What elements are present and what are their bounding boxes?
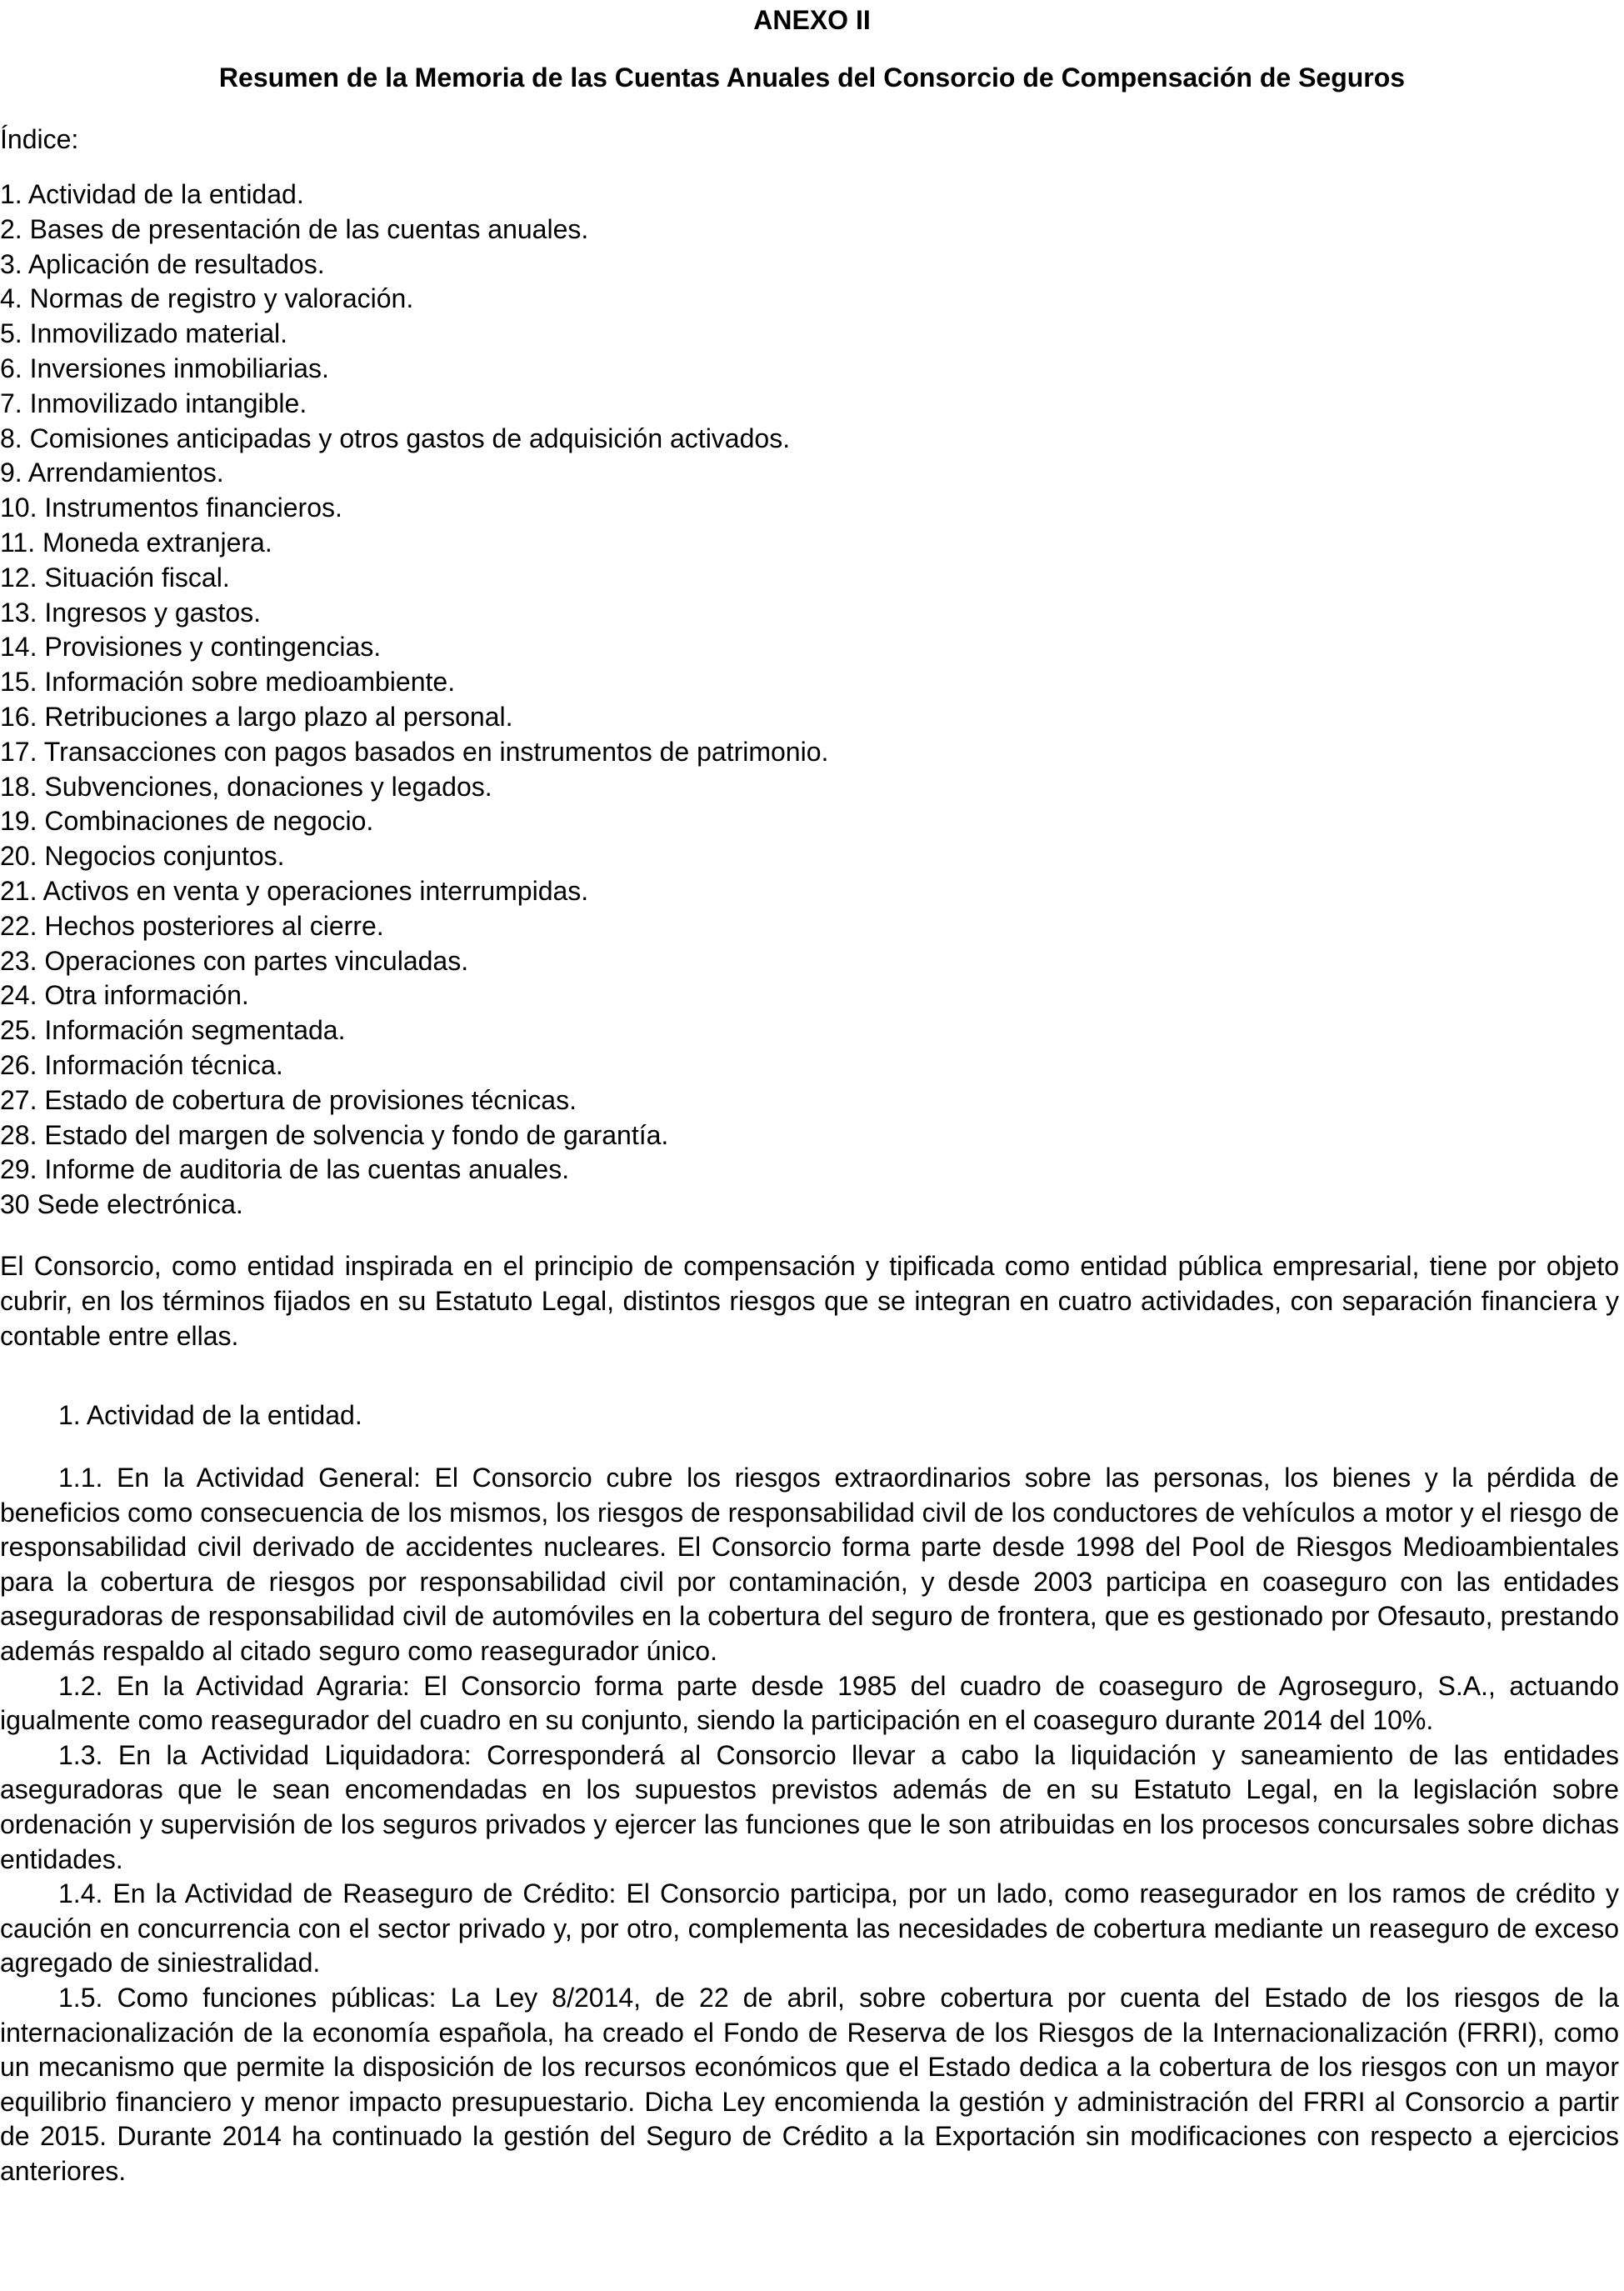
toc-item: 18. Subvenciones, donaciones y legados.	[0, 771, 492, 802]
toc-item: 27. Estado de cobertura de provisiones técnicas.	[0, 1084, 577, 1115]
intro-paragraph: El Consorcio, como entidad inspirada en el principio de compensación y tipificada como entidad pública empresarial, tiene por objeto cubrir, en los términos fijados en su Estatuto Legal, distintos riesgos que se integran en cuatro actividades, con separación financiera y contable entre ellas.	[0, 1251, 1619, 1351]
toc-item: 23. Operaciones con partes vinculadas.	[0, 945, 469, 976]
toc-item: 12. Situación fiscal.	[0, 562, 230, 593]
toc-item: 2. Bases de presentación de las cuentas anuales.	[0, 213, 589, 244]
toc-item: 8. Comisiones anticipadas y otros gastos de adquisición activados.	[0, 423, 791, 453]
toc-item: 15. Información sobre medioambiente.	[0, 667, 456, 698]
toc-item: 11. Moneda extranjera.	[0, 527, 272, 558]
document-title: Resumen de la Memoria de las Cuentas Anuales del Consorcio de Compensación de Seguros	[218, 63, 1406, 93]
body-paragraph: 1.4. En la Actividad de Reaseguro de Crédito: El Consorcio participa, por un lado, como reasegurador en los ramos de crédito y caución en concurrencia con el sector privado y, por otro, complementa las necesidades de cobertura mediante un reaseguro de exceso agregado de siniestralidad.	[0, 1878, 1619, 1978]
toc-item: 4. Normas de registro y valoración.	[0, 283, 414, 314]
toc-item: 26. Información técnica.	[0, 1049, 283, 1080]
toc-item: 30 Sede electrónica.	[0, 1189, 243, 1220]
toc-item: 3. Aplicación de resultados.	[0, 248, 325, 279]
toc-item: 24. Otra información.	[0, 980, 249, 1011]
toc-item: 14. Provisiones y contingencias.	[0, 632, 382, 663]
annex-label	[0, 2, 1624, 38]
toc-item: 13. Ingresos y gastos.	[0, 597, 262, 628]
toc-item: 25. Información segmentada.	[0, 1015, 346, 1046]
section-body	[0, 1461, 1619, 2188]
section-heading: 1. Actividad de la entidad.	[58, 1400, 362, 1430]
toc-item: 5. Inmovilizado material.	[0, 318, 288, 349]
body-paragraph: 1.2. En la Actividad Agraria: El Consorcio forma parte desde 1985 del cuadro de coaseguro de Agroseguro, S.A., actuando igualmente como reasegurador del cuadro en su conjunto, siendo la participación en el coaseguro durante 2014 del 10%.	[0, 1670, 1619, 1736]
toc-item: 10. Instrumentos financieros.	[0, 493, 342, 523]
toc-item: 16. Retribuciones a largo plazo al personal.	[0, 701, 513, 732]
toc-item: 9. Arrendamientos.	[0, 458, 224, 488]
annex-label-text: ANEXO II	[753, 5, 871, 35]
toc-item: 6. Inversiones inmobiliarias.	[0, 353, 329, 383]
body-paragraph: 1.3. En la Actividad Liquidadora: Corresponderá al Consorcio llevar a cabo la liquidación y saneamiento de las entidades aseguradoras que le sean encomendadas en los supuestos previstos además de en su Estatuto Legal, en la legislación sobre ordenación y supervisión de los seguros privados y ejercer las funciones que le son atribuidas en los procesos concursales sobre dichas entidades.	[0, 1739, 1619, 1874]
toc-item: 1. Actividad de la entidad.	[0, 179, 304, 209]
toc-item: 20. Negocios conjuntos.	[0, 841, 285, 872]
body-paragraph: 1.5. Como funciones públicas: La Ley 8/2014, de 22 de abril, sobre cobertura por cuenta del Estado de los riesgos de la internacionalización de la economía española, ha creado el Fondo de Reserva de los Riesgos de la Internacionalización (FRRI), como un mecanismo que permite la disposición de los recursos económicos que el Estado dedica a la cobertura de los riesgos con un mayor equilibrio financiero y menor impacto presupuestario. Dicha Ley encomienda la gestión y administración del FRRI al Consorcio a partir de 2015. Durante 2014 ha continuado la gestión del Seguro de Crédito a la Exportación sin modificaciones con respecto a ejercicios anteriores.	[0, 1982, 1619, 2186]
toc-item: 29. Informe de auditoria de las cuentas anuales.	[0, 1154, 570, 1185]
body-paragraph: 1.1. En la Actividad General: El Consorcio cubre los riesgos extraordinarios sobre las personas, los bienes y la pérdida de beneficios como consecuencia de los mismos, los riesgos de responsabilidad civil de los conductores de vehículos a motor y el riesgo de responsabilidad civil derivado de accidentes nucleares. El Consorcio forma parte desde 1998 del Pool de Riesgos Medioambientales para la cobertura de riesgos por responsabilidad civil por contaminación, y desde 2003 participa en coaseguro con las entidades aseguradoras de responsabilidad civil de automóviles en la cobertura del seguro de frontera, que es gestionado por Ofesauto, prestando además respaldo al citado seguro como reasegurador único.	[0, 1463, 1619, 1666]
toc-item: 7. Inmovilizado intangible.	[0, 388, 307, 418]
index-label: Índice:	[0, 124, 79, 154]
toc-item: 22. Hechos posteriores al cierre.	[0, 910, 384, 941]
table-of-contents	[0, 178, 828, 1223]
toc-item: 21. Activos en venta y operaciones interrumpidas.	[0, 875, 589, 906]
toc-item: 17. Transacciones con pagos basados en instrumentos de patrimonio.	[0, 736, 829, 767]
toc-item: 28. Estado del margen de solvencia y fondo de garantía.	[0, 1119, 669, 1150]
toc-item: 19. Combinaciones de negocio.	[0, 806, 374, 837]
